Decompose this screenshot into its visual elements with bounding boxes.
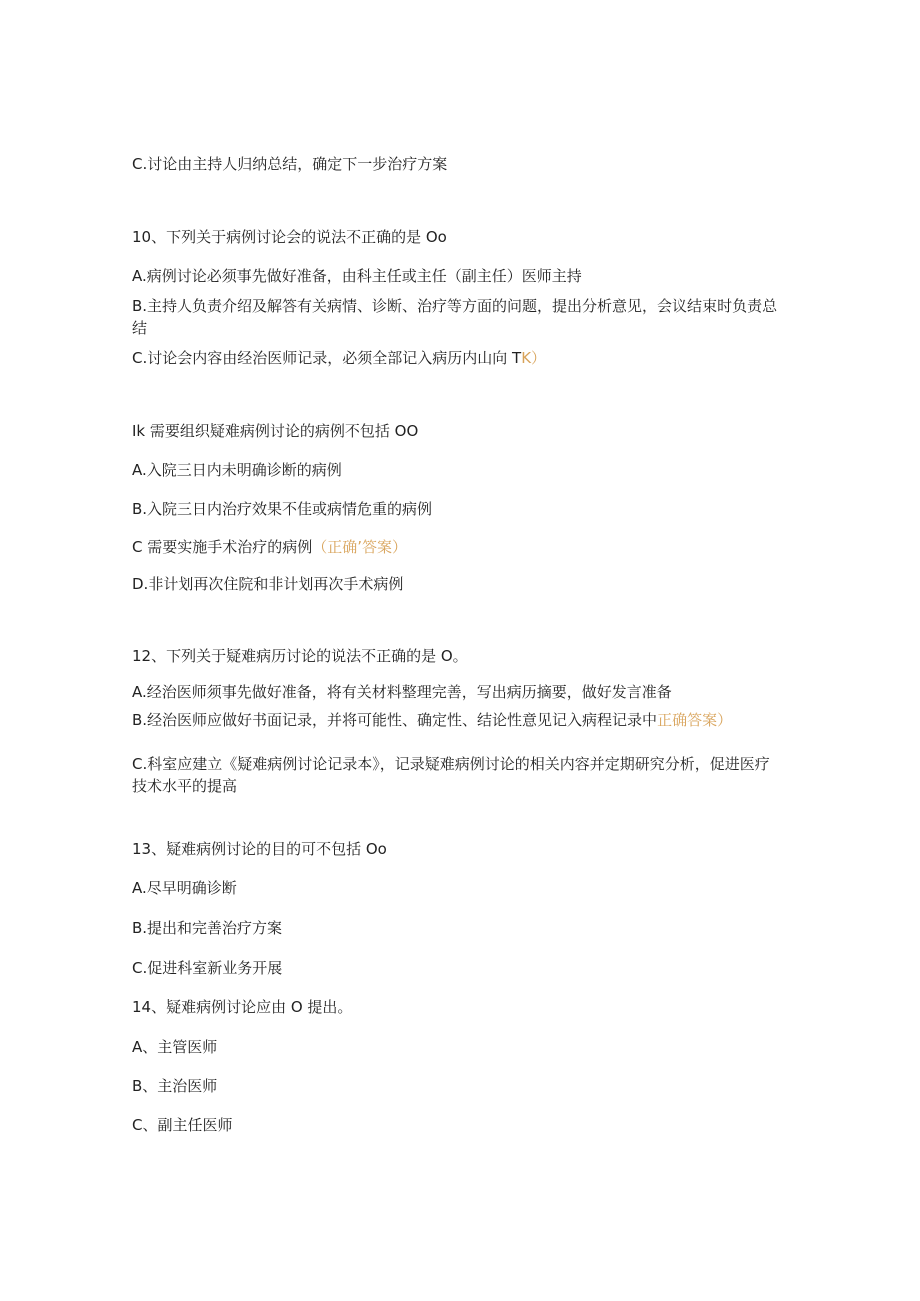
option-b-q13: B.提出和完善治疗方案 — [132, 919, 283, 937]
option-c-q13: C.促进科室新业务开展 — [132, 959, 283, 977]
option-c-q11-text: C 需要实施手术治疗的病例 — [132, 538, 313, 556]
option-b-q11: B.入院三日内治疗效果不佳或病情危重的病例 — [132, 500, 433, 518]
option-b-q10: B.主持人负责介绍及解答有关病情、诊断、治疗等方面的问题，提出分析意见，会议结束时负责总结 — [132, 297, 778, 337]
option-c-q11 — [132, 536, 407, 558]
option-a-q14: A、主管医师 — [132, 1038, 218, 1056]
option-c-q14: C、副主任医师 — [132, 1116, 233, 1134]
option-b-q12 — [132, 709, 782, 731]
option-a-q11: A.入院三日内未明确诊断的病例 — [132, 461, 342, 479]
answer-marker: 正确答案） — [657, 711, 733, 729]
option-c-q9: C.讨论由主持人归纳总结，确定下一步治疗方案 — [132, 155, 448, 173]
option-a-q10: A.病例讨论必须事先做好准备，由科主任或主任（副主任）医师主持 — [132, 267, 582, 285]
answer-marker: K） — [521, 349, 547, 367]
option-c-q10 — [132, 347, 546, 369]
question-10: 10、下列关于病例讨论会的说法不正确的是 Oo — [132, 228, 447, 246]
option-d-q11: D.非计划再次住院和非计划再次手术病例 — [132, 575, 404, 593]
option-c-q12: C.科室应建立《疑难病例讨论记录本》，记录疑难病例讨论的相关内容并定期研究分析，促进医疗技术水平的提高 — [132, 755, 770, 795]
option-b-q14: B、主治医师 — [132, 1077, 218, 1095]
question-13: 13、疑难病例讨论的目的可不包括 Oo — [132, 840, 387, 858]
question-14: 14、疑难病例讨论应由 O 提出。 — [132, 998, 353, 1016]
option-c-q10-text: C.讨论会内容由经治医师记录，必须全部记入病历内山向 T — [132, 349, 522, 367]
option-b-q12-text: B.经治医师应做好书面记录，并将可能性、确定性、结论性意见记入病程记录中 — [132, 711, 658, 729]
option-a-q12: A.经治医师须事先做好准备，将有关材料整理完善，写出病历摘要，做好发言准备 — [132, 683, 672, 701]
question-12: 12、下列关于疑难病历讨论的说法不正确的是 O。 — [132, 647, 468, 665]
answer-marker: （正确’答案） — [312, 538, 408, 556]
question-11: Ik 需要组织疑难病例讨论的病例不包括 OO — [132, 422, 419, 440]
option-a-q13: A.尽早明确诊断 — [132, 879, 237, 897]
